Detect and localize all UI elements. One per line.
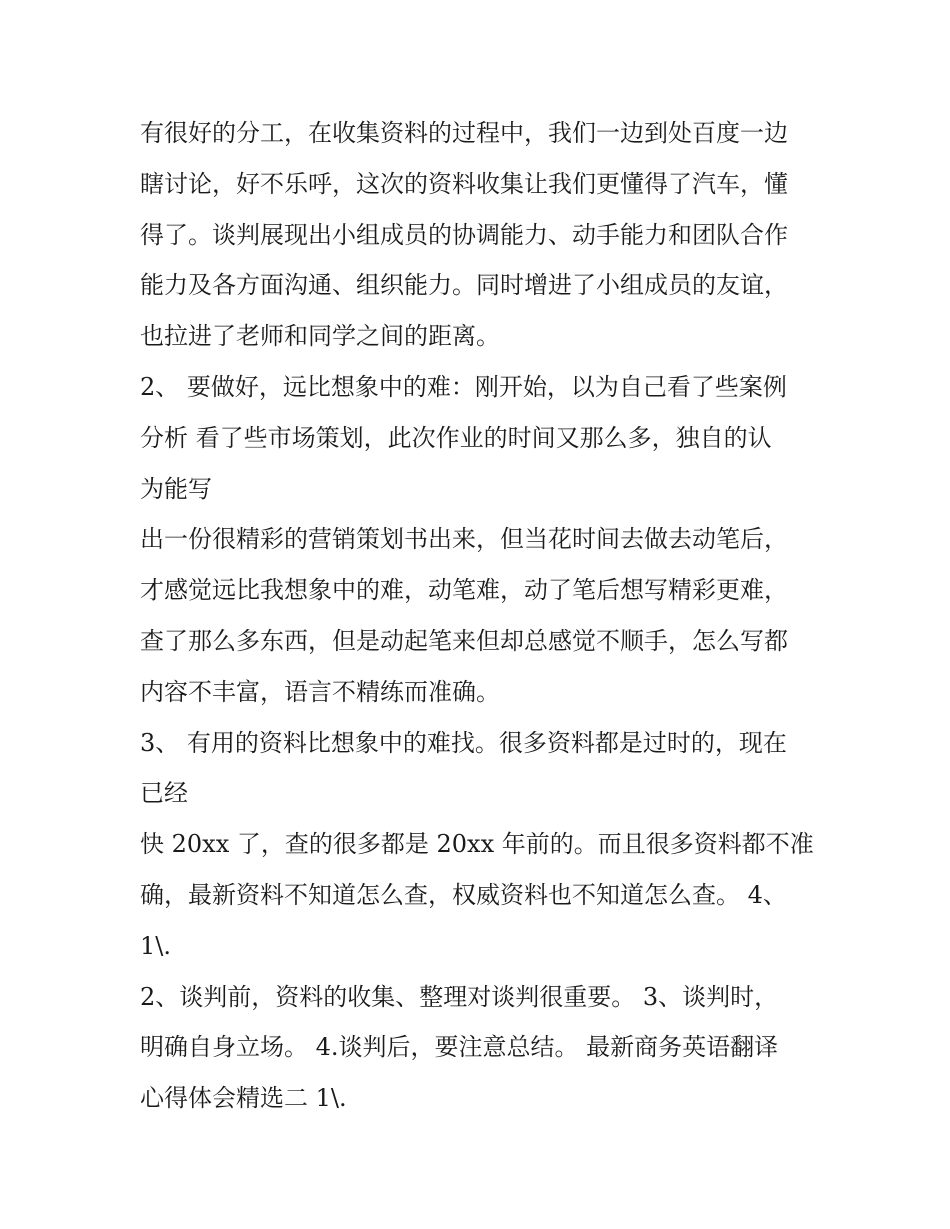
text-line: 1\.: [140, 931, 171, 960]
text-line: 能力及各方面沟通、组织能力。同时增进了小组成员的友谊，: [140, 271, 788, 300]
text-line: 为能写: [140, 474, 212, 503]
text-line: 分析 看了些市场策划，此次作业的时间又那么多，独自的认: [140, 423, 772, 452]
text-line: 得了。谈判展现出小组成员的协调能力、动手能力和团队合作: [140, 220, 788, 249]
text-line: 才感觉远比我想象中的难，动笔难，动了笔后想写精彩更难，: [140, 576, 788, 605]
text-line: 2、 要做好，远比想象中的难：刚开始，以为自己看了些案例: [140, 372, 787, 401]
text-line: 明确自身立场。 4.谈判后，要注意总结。 最新商务英语翻译: [140, 1033, 779, 1062]
text-line: 也拉进了老师和同学之间的距离。: [140, 322, 500, 351]
text-line: 出一份很精彩的营销策划书出来，但当花时间去做去动笔后，: [140, 525, 788, 554]
text-line: 2、谈判前，资料的收集、整理对谈判很重要。 3、谈判时，: [140, 982, 779, 1011]
text-line: 快 20xx 了，查的很多都是 20xx 年前的。而且很多资料都不准: [140, 830, 814, 859]
document-body: [140, 108, 820, 1124]
text-line: 内容不丰富，语言不精练而准确。: [140, 677, 500, 706]
text-line: 已经: [140, 779, 188, 808]
text-line: 心得体会精选二 1\.: [140, 1084, 347, 1113]
text-line: 有很好的分工，在收集资料的过程中，我们一边到处百度一边: [140, 119, 788, 147]
text-line: 查了那么多东西，但是动起笔来但却总感觉不顺手，怎么写都: [140, 626, 788, 655]
text-line: 瞎讨论，好不乐呼，这次的资料收集让我们更懂得了汽车，懂: [140, 169, 788, 198]
text-line: 3、 有用的资料比想象中的难找。很多资料都是过时的，现在: [140, 728, 787, 757]
text-line: 确，最新资料不知道怎么查，权威资料也不知道怎么查。 4、: [140, 880, 787, 909]
